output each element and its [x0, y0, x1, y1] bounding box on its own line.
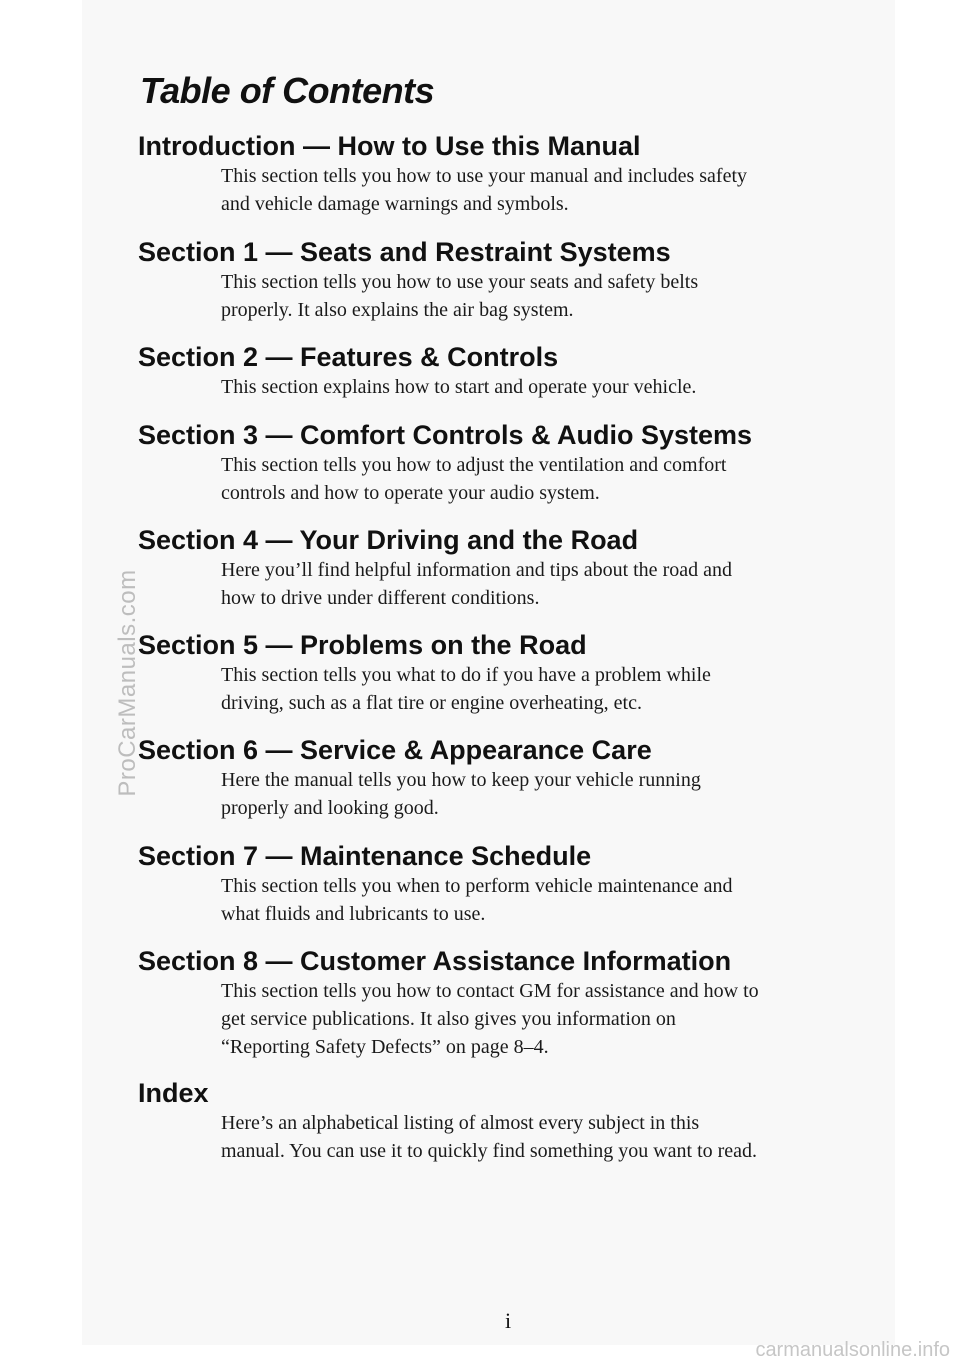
toc-heading: Section 7 — Maintenance Schedule [138, 841, 592, 871]
description-line: what fluids and lubricants to use. [221, 903, 486, 925]
description-line: This section tells you when to perform vehicle maintenance and [221, 875, 733, 897]
toc-description [138, 1109, 841, 1165]
description-line: Here the manual tells you how to keep your vehicle running [221, 769, 701, 791]
description-line: how to drive under different conditions. [221, 587, 540, 609]
toc-heading: Section 6 — Service & Appearance Care [138, 735, 652, 765]
toc-entry-section-7 [138, 840, 858, 928]
toc-description [138, 451, 841, 507]
toc-heading: Introduction — How to Use this Manual [138, 131, 641, 161]
toc-description [138, 661, 841, 717]
description-line: This section tells you how to contact GM for assistance and how to [221, 980, 759, 1002]
toc-entry-section-4 [138, 524, 858, 612]
description-line: controls and how to operate your audio system. [221, 482, 600, 504]
toc-description [138, 766, 841, 822]
toc-entry-introduction [138, 130, 858, 218]
toc-description [138, 162, 841, 218]
toc-description [138, 977, 841, 1061]
toc-description [138, 373, 841, 401]
toc-entry-section-1 [138, 236, 858, 324]
description-line: This section tells you how to use your seats and safety belts [221, 271, 699, 293]
description-line: Here you’ll find helpful information and tips about the road and [221, 559, 732, 581]
description-line: manual. You can use it to quickly find something you want to read. [221, 1140, 758, 1162]
description-line: This section tells you how to adjust the ventilation and comfort [221, 454, 727, 476]
toc-entry-section-6 [138, 734, 858, 822]
side-watermark: ProCarManuals.com [114, 569, 141, 797]
toc-description [138, 268, 841, 324]
toc-entry-section-2 [138, 341, 858, 401]
toc-heading: Section 1 — Seats and Restraint Systems [138, 237, 671, 267]
description-line: This section tells you how to use your manual and includes safety [221, 165, 748, 187]
description-line: “Reporting Safety Defects” on page 8–4. [221, 1036, 549, 1058]
toc-heading: Section 8 — Customer Assistance Information [138, 946, 732, 976]
description-line: properly and looking good. [221, 797, 439, 819]
toc-entry-section-8 [138, 945, 858, 1061]
bottom-watermark: carmanualsonline.info [755, 1339, 950, 1361]
toc-entry-section-5 [138, 629, 858, 717]
toc-heading: Section 3 — Comfort Controls & Audio Systems [138, 420, 753, 450]
toc-entry-index [138, 1077, 858, 1165]
description-line: This section explains how to start and operate your vehicle. [221, 376, 697, 398]
description-line: This section tells you what to do if you have a problem while [221, 664, 711, 686]
page-number: i [505, 1308, 512, 1333]
description-line: get service publications. It also gives you information on [221, 1008, 676, 1030]
toc-entry-section-3 [138, 419, 858, 507]
page-title: Table of Contents [140, 70, 435, 111]
toc-heading: Section 5 — Problems on the Road [138, 630, 587, 660]
toc-heading: Section 4 — Your Driving and the Road [138, 525, 639, 555]
toc-heading: Index [138, 1078, 209, 1108]
description-line: Here’s an alphabetical listing of almost every subject in this [221, 1112, 700, 1134]
toc-description [138, 872, 841, 928]
description-line: driving, such as a flat tire or engine overheating, etc. [221, 692, 642, 714]
toc-description [138, 556, 841, 612]
toc-heading: Section 2 — Features & Controls [138, 342, 559, 372]
description-line: properly. It also explains the air bag system. [221, 299, 574, 321]
description-line: and vehicle damage warnings and symbols. [221, 193, 569, 215]
